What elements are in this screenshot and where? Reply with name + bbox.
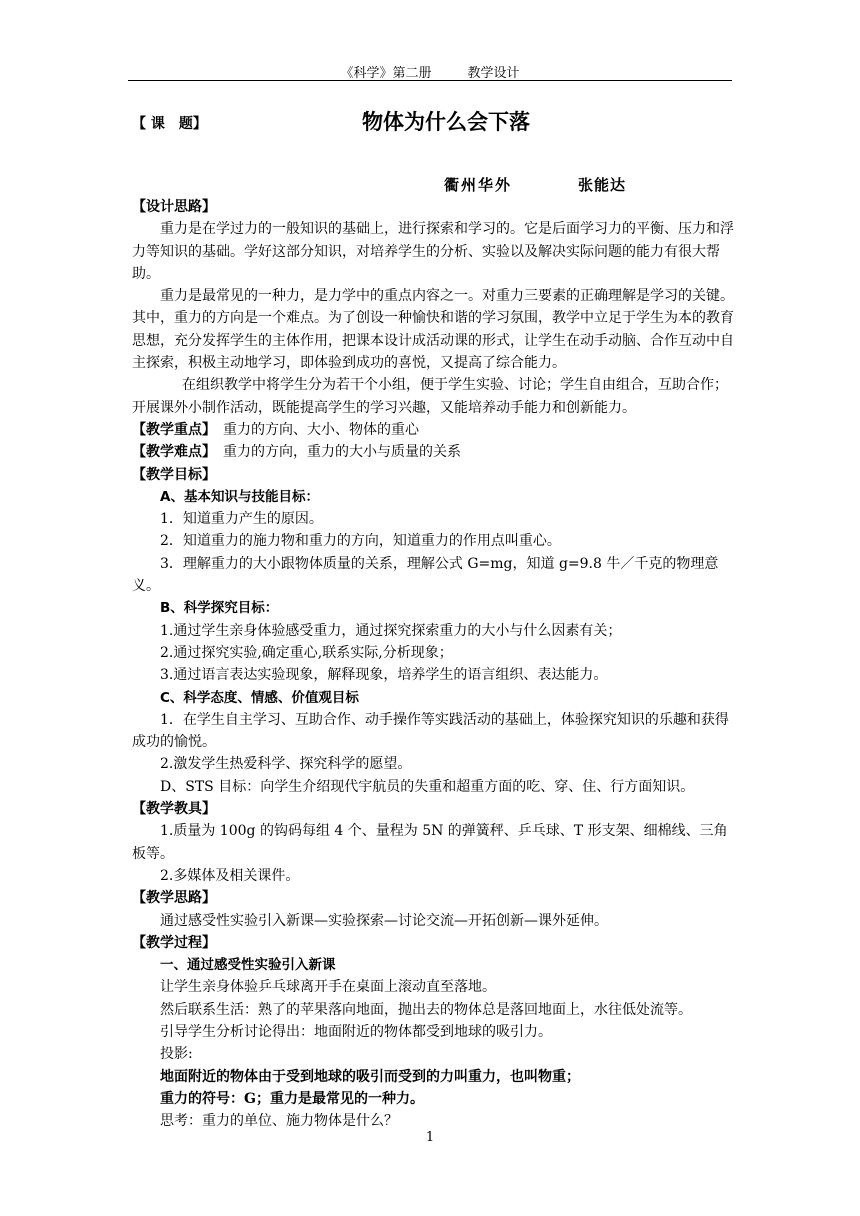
process-step-1-heading: 一、通过感受性实验引入新课 xyxy=(160,957,336,974)
goal-c-item-2: 2.激发学生热爱科学、探究科学的愿望。 xyxy=(160,756,412,773)
goal-d: D、STS 目标：向学生介绍现代宇航员的失重和超重方面的吃、穿、住、行方面知识。 xyxy=(160,778,695,795)
process-question: 思考：重力的单位、施力物体是什么？ xyxy=(160,1113,398,1130)
design-paragraph-1: 重力是在学过力的一般知识的基础上，进行探索和学习的。它是后面学习力的平衡、压力和浮力等知识的基础。学好这部分知识，对培养学生的分析、实验以及解决实际问题的能力有很大帮助。 xyxy=(132,221,734,282)
page-number: 1 xyxy=(425,1130,435,1145)
difficulty-label: 【教学难点】 xyxy=(132,444,209,461)
design-heading: 【设计思路】 xyxy=(132,199,216,215)
goal-c-heading: C、科学态度、情感、价值观目标 xyxy=(160,689,359,706)
design-paragraph-3: 在组织教学中将学生分为若干个小组，便于学生实验、讨论；学生自由组合，互助合作；开展课外小制作活动，既能提高学生的学习兴趣，又能培养动手能力和创新能力。 xyxy=(132,377,728,416)
header-book: 《科学》第二册 xyxy=(340,66,432,81)
process-definition-2: 重力的符号：G；重力是最常见的一种力。 xyxy=(160,1090,424,1107)
document-body xyxy=(132,196,736,1132)
tools-item-2: 2.多媒体及相关课件。 xyxy=(160,867,300,884)
goal-b-item-1: 1.通过学生亲身体验感受重力，通过探究探索重力的大小与什么因素有关； xyxy=(160,622,622,639)
goal-b-item-3: 3.通过语言表达实验现象，解释现象，培养学生的语言组织、表达能力。 xyxy=(160,667,608,684)
goal-c-item-1: 1．在学生自主学习、互助合作、动手操作等实践活动的基础上，体验探究知识的乐趣和获得成功的愉悦。 xyxy=(132,711,729,751)
process-heading: 【教学过程】 xyxy=(132,934,216,951)
topic-label: 【 课 题】 xyxy=(132,116,207,132)
process-paragraph-1: 让学生亲身体验乒乓球离开手在桌面上滚动直至落地。 xyxy=(160,979,496,996)
author-name: 张能达 xyxy=(578,176,627,194)
school-name: 衢州华外 xyxy=(444,176,513,194)
tools-heading: 【教学教具】 xyxy=(132,801,216,818)
key-points-label: 【教学重点】 xyxy=(132,421,209,438)
header-divider xyxy=(128,80,732,81)
tools-item-1: 1.质量为 100g 的钩码每组 4 个、量程为 5N 的弹簧秤、乒乓球、T 形支架、细棉线、三角板等。 xyxy=(132,823,728,862)
process-paragraph-3: 引导学生分析讨论得出：地面附近的物体都受到地球的吸引力。 xyxy=(160,1023,552,1040)
goal-b-heading: B、科学探究目标： xyxy=(160,600,279,617)
goal-b-item-2: 2.通过探究实验,确定重心,联系实际,分析现象； xyxy=(160,644,453,661)
page-header xyxy=(128,62,732,81)
process-definition-1: 地面附近的物体由于受到地球的吸引而受到的力叫重力，也叫物重； xyxy=(160,1068,580,1085)
page-title: 物体为什么会下落 xyxy=(362,110,530,134)
goals-heading: 【教学目标】 xyxy=(132,466,216,483)
goal-a-heading: A、基本知识与技能目标： xyxy=(160,488,319,505)
design-paragraph-2: 重力是最常见的一种力，是力学中的重点内容之一。对重力三要素的正确理解是学习的关键。其中，重力的方向是一个难点。为了创设一种愉快和谐的学习氛围，教学中立足于学生为本的教育思想，充分发挥学生的主体作用，把课本设计成活动课的形式，让学生在动手动脑、合作互动中自主探索，积极主动地学习，即体验到成功的喜悦，又提高了综合能力。 xyxy=(132,288,734,372)
goal-a-item-3: 3．理解重力的大小跟物体质量的关系，理解公式 G=mg，知道 g=9.8 牛／千克的物理意义。 xyxy=(132,555,719,595)
idea-heading: 【教学思路】 xyxy=(132,890,216,907)
idea-text: 通过感受性实验引入新课—实验探索—讨论交流—开拓创新—课外延伸。 xyxy=(160,912,608,929)
key-points-text: 重力的方向、大小、物体的重心 xyxy=(223,421,419,438)
difficulty-text: 重力的方向，重力的大小与质量的关系 xyxy=(223,444,461,461)
goal-a-item-1: 1．知道重力产生的原因。 xyxy=(160,511,323,528)
process-projection-label: 投影: xyxy=(160,1046,193,1063)
goal-a-item-2: 2．知道重力的施力物和重力的方向，知道重力的作用点叫重心。 xyxy=(160,533,561,550)
key-points-row xyxy=(132,419,736,441)
header-doc-type: 教学设计 xyxy=(467,66,520,81)
process-paragraph-2: 然后联系生活：熟了的苹果落向地面，抛出去的物体总是落回地面上，水往低处流等。 xyxy=(160,1001,692,1018)
difficulty-row xyxy=(132,441,736,463)
